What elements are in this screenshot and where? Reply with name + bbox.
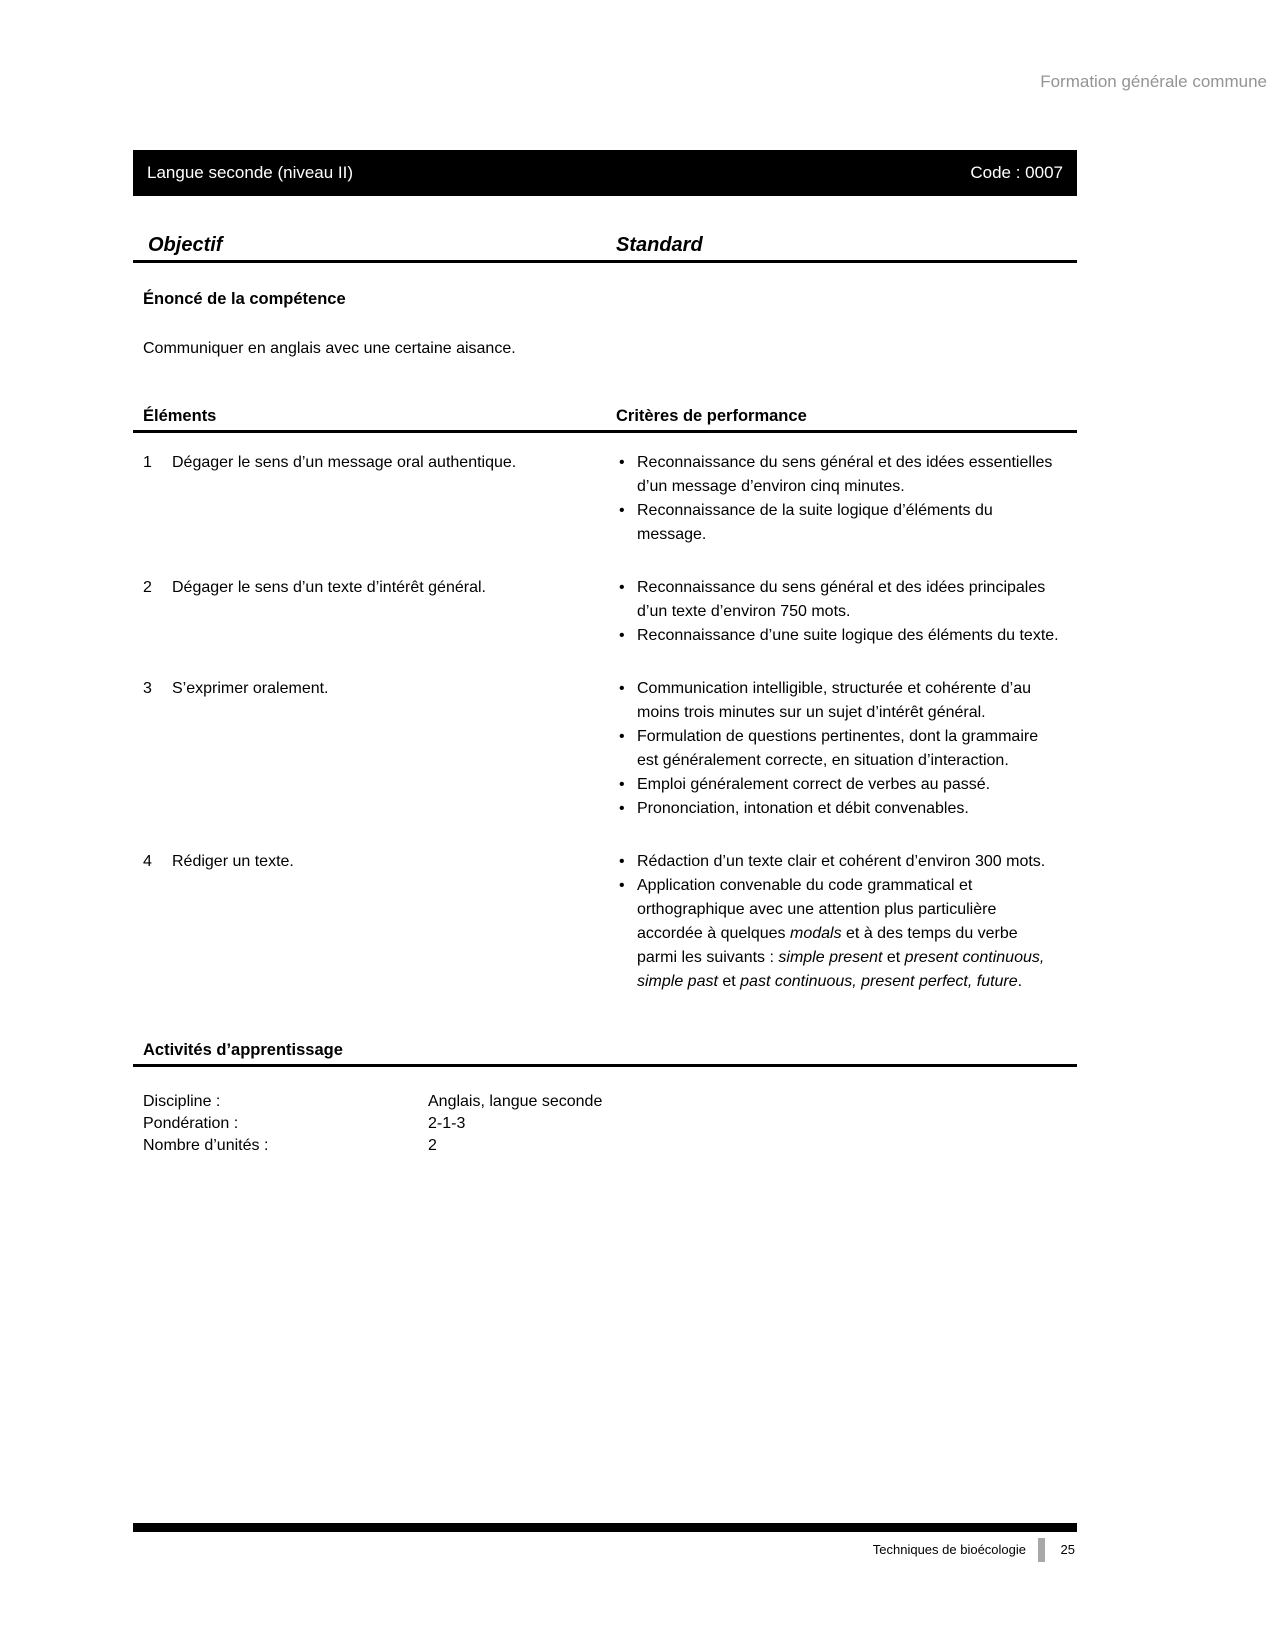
criterion-item [616,576,1061,624]
criterion-item [616,874,1061,994]
criteria-list [616,850,1061,994]
activities-heading: Activités d’apprentissage [133,1040,1077,1067]
criterion-text-segment: et [882,949,905,966]
activities-row-unites [143,1135,1077,1157]
element-label: S’exprimer oralement. [172,680,329,697]
criterion-text-segment: present continuous, simple past [637,949,1045,990]
criterion-text-segment: Application convenable du code grammatical et orthographique avec une attention plus particulière accordée à quelques [637,877,997,942]
criterion-text-segment: Reconnaissance de la suite logique d’éléments du message. [637,502,993,543]
elements-heading: Éléments [143,407,217,425]
element-number: 4 [143,853,152,870]
element-label: Dégager le sens d’un message oral authentique. [172,454,517,471]
criterion-text-segment: Reconnaissance d’une suite logique des éléments du texte. [637,627,1059,644]
element-number: 2 [143,579,152,596]
activities-row-discipline [143,1091,1077,1113]
content-area [133,150,1077,1157]
criterion-text-segment: modals [790,925,842,942]
criteria-list [616,677,1061,821]
running-header: Formation générale commune [1040,72,1267,91]
criterion-text-segment: Communication intelligible, structurée et cohérente d’au moins trois minutes sur un sujet d’intérêt général. [637,680,1031,721]
footer-page-number: 25 [1060,1542,1075,1557]
criterion-text-segment: Prononciation, intonation et débit convenables. [637,800,969,817]
criteria-list [616,576,1061,648]
criterion-text-segment: et [717,973,741,990]
criterion-item [616,850,1061,874]
course-title-bar [133,150,1077,196]
criterion-text-segment: Rédaction d’un texte clair et cohérent d’environ 300 mots. [637,853,1046,870]
criterion-item [616,677,1061,725]
standard-heading: Standard [616,234,703,256]
elements-criteria-header [133,406,1077,433]
element-label: Dégager le sens d’un texte d’intérêt général. [172,579,486,596]
activity-label: Pondération : [143,1115,239,1132]
criterion-text-segment: past continuous, present perfect, future [740,973,1018,990]
competence-statement: Communiquer en anglais avec une certaine aisance. [143,340,516,357]
page-footer [133,1538,1077,1562]
activity-label: Discipline : [143,1093,221,1110]
criterion-text-segment: simple present [778,949,883,966]
activity-value: 2 [428,1137,437,1154]
course-code: Code : 0007 [970,163,1063,182]
activity-value: Anglais, langue seconde [428,1093,603,1110]
activities-table [133,1091,1077,1157]
footer-rule [133,1523,1077,1532]
criteria-list [616,451,1061,547]
element-number: 3 [143,680,152,697]
activities-row-ponderation [143,1113,1077,1135]
activity-label: Nombre d’unités : [143,1137,269,1154]
element-row-2 [133,576,1077,648]
element-label: Rédiger un texte. [172,853,294,870]
criterion-text-segment: Emploi généralement correct de verbes au passé. [637,776,991,793]
criterion-item [616,451,1061,499]
element-number: 1 [143,454,152,471]
objectif-heading: Objectif [148,234,223,256]
elements-rows [133,451,1077,994]
objectif-standard-header [133,234,1077,263]
criterion-text-segment: et à des temps du verbe parmi les suivants : [637,925,1018,966]
element-row-1 [133,451,1077,547]
footer-program-name: Techniques de bioécologie [872,1542,1026,1557]
element-row-4 [133,850,1077,994]
criterion-text-segment: Reconnaissance du sens général et des idées principales d’un texte d’environ 750 mots. [637,579,1046,620]
criterion-text-segment: Reconnaissance du sens général et des idées essentielles d’un message d’environ cinq minutes. [637,454,1053,495]
criterion-text-segment: . [1017,973,1023,990]
criterion-item [616,773,1061,797]
element-row-3 [133,677,1077,821]
criterion-item [616,499,1061,547]
criteria-heading: Critères de performance [616,407,807,425]
criterion-item [616,624,1061,648]
criterion-item [616,797,1061,821]
footer-separator [1038,1538,1045,1562]
criterion-item [616,725,1061,773]
course-title: Langue seconde (niveau II) [147,163,354,182]
activity-value: 2-1-3 [428,1115,466,1132]
criterion-text-segment: Formulation de questions pertinentes, dont la grammaire est généralement correcte, en situation d’interaction. [637,728,1039,769]
competence-heading: Énoncé de la compétence [143,290,346,308]
